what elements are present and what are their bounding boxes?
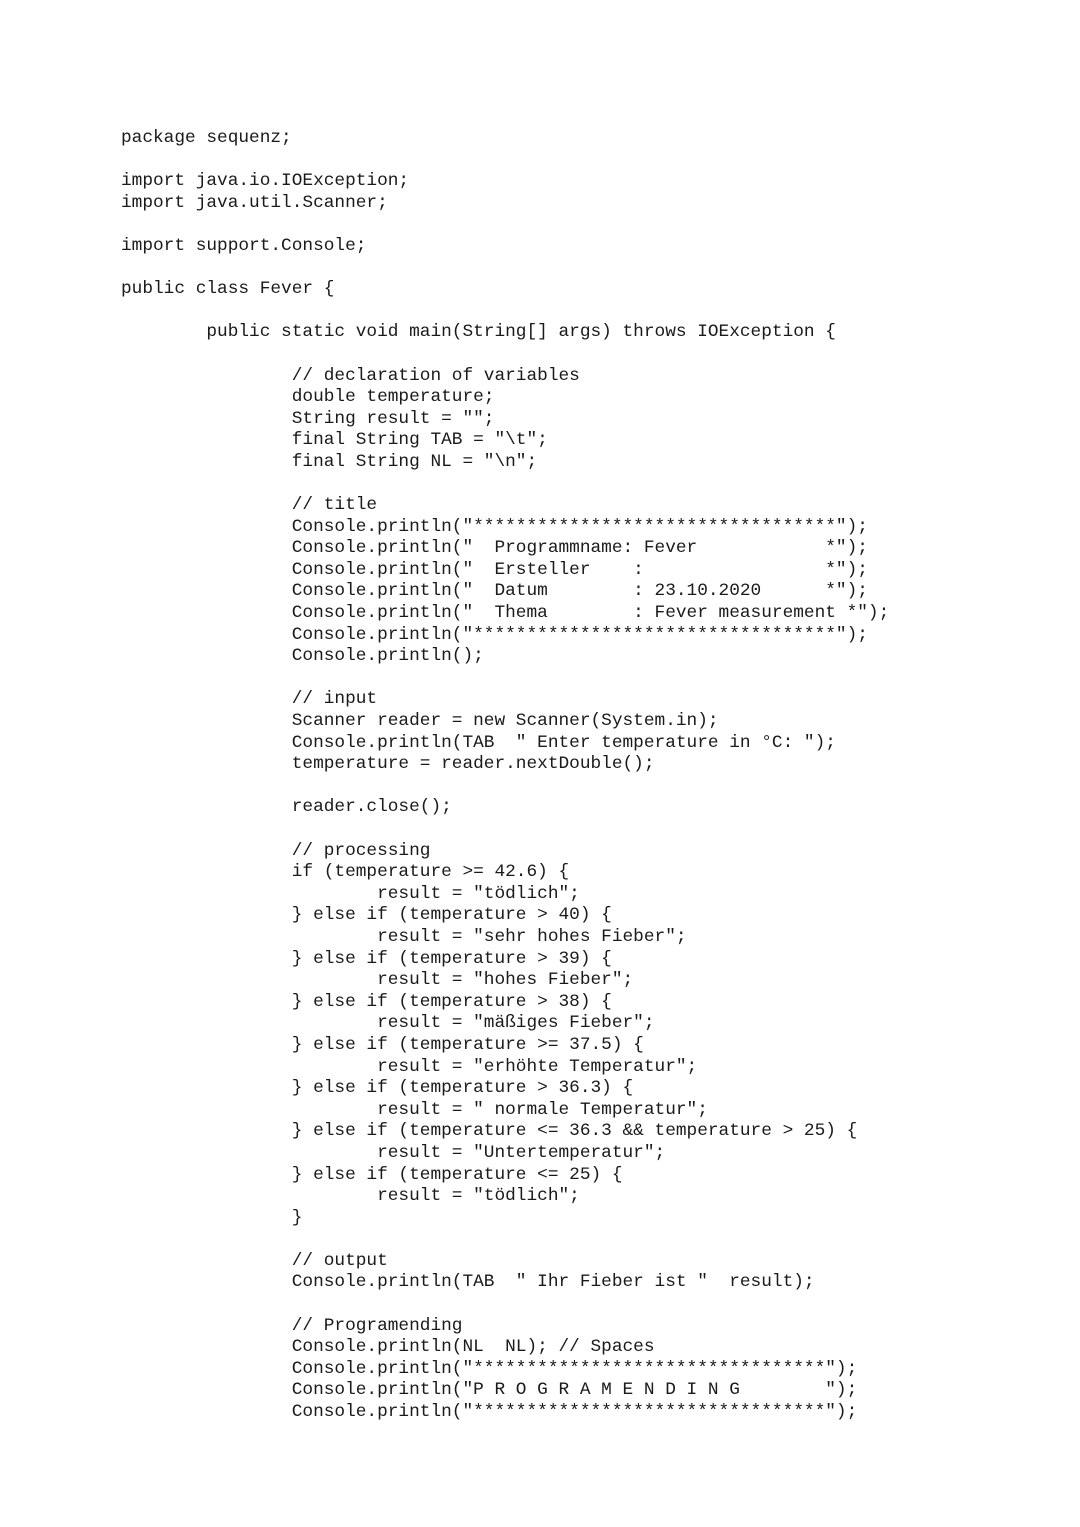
code-line: } else if (temperature >= 37.5) { — [121, 1034, 644, 1055]
code-line: Console.println(NL NL); // Spaces — [121, 1337, 655, 1358]
code-line — [121, 1229, 889, 1251]
code-line: Console.println(); — [121, 646, 484, 667]
code-line: final String TAB = "\t"; — [121, 430, 548, 451]
code-line: // processing — [121, 840, 431, 861]
code-line — [121, 1294, 889, 1316]
code-line: Console.println(" Ersteller : *"); — [121, 559, 868, 580]
code-line: if (temperature >= 42.6) { — [121, 862, 570, 883]
code-line: String result = ""; — [121, 408, 495, 429]
code-line: result = " normale Temperatur"; — [121, 1099, 708, 1120]
code-line: result = "sehr hohes Fieber"; — [121, 926, 687, 947]
code-line: public static void main(String[] args) throws IOException { — [121, 322, 836, 343]
code-line: // input — [121, 689, 378, 710]
code-line: } else if (temperature <= 25) { — [121, 1164, 623, 1185]
code-line — [121, 214, 889, 236]
code-line: Console.println(" Thema : Fever measurement *"); — [121, 603, 890, 624]
code-line: Console.println("*********************************"); — [121, 1358, 858, 1379]
code-line: Console.println("**********************************"); — [121, 624, 868, 645]
code-line: reader.close(); — [121, 797, 452, 818]
code-line — [121, 301, 889, 323]
code-line — [121, 668, 889, 690]
code-line: Console.println(" Datum : 23.10.2020 *"); — [121, 581, 868, 602]
code-line: import support.Console; — [121, 235, 367, 256]
code-line: final String NL = "\n"; — [121, 451, 538, 472]
code-line: result = "hohes Fieber"; — [121, 970, 634, 991]
code-line: result = "mäßiges Fieber"; — [121, 1013, 655, 1034]
code-line: // Programending — [121, 1315, 463, 1336]
code-line: Console.println(TAB " Enter temperature in °C: "); — [121, 732, 836, 753]
code-line: } else if (temperature <= 36.3 && temperature > 25) { — [121, 1121, 858, 1142]
code-line: Console.println("**********************************"); — [121, 516, 868, 537]
code-line: Scanner reader = new Scanner(System.in); — [121, 711, 719, 732]
code-line: } else if (temperature > 40) { — [121, 905, 612, 926]
code-line: result = "tödlich"; — [121, 883, 580, 904]
code-line: Console.println("*********************************"); — [121, 1402, 858, 1423]
code-line: result = "tödlich"; — [121, 1186, 580, 1207]
code-line: result = "erhöhte Temperatur"; — [121, 1056, 698, 1077]
code-line: // title — [121, 495, 378, 516]
code-line: } — [121, 1207, 303, 1228]
code-line: temperature = reader.nextDouble(); — [121, 754, 655, 775]
code-line — [121, 819, 889, 841]
code-line: import java.io.IOException; — [121, 171, 410, 192]
code-line — [121, 258, 889, 280]
code-line: import java.util.Scanner; — [121, 192, 388, 213]
code-line — [121, 474, 889, 496]
code-line: result = "Untertemperatur"; — [121, 1142, 666, 1163]
code-line: } else if (temperature > 38) { — [121, 991, 612, 1012]
code-line: // declaration of variables — [121, 365, 580, 386]
code-line: public class Fever { — [121, 279, 335, 300]
code-line: double temperature; — [121, 387, 495, 408]
code-line: } else if (temperature > 36.3) { — [121, 1078, 634, 1099]
code-line — [121, 344, 889, 366]
code-line: Console.println("P R O G R A M E N D I N G "); — [121, 1380, 858, 1401]
java-source-code — [121, 128, 889, 1424]
code-line: Console.println(" Programmname: Fever *"); — [121, 538, 868, 559]
code-line — [121, 776, 889, 798]
code-line: Console.println(TAB " Ihr Fieber ist " result); — [121, 1272, 815, 1293]
code-line: // output — [121, 1250, 388, 1271]
code-line — [121, 150, 889, 172]
code-line: } else if (temperature > 39) { — [121, 948, 612, 969]
code-line: package sequenz; — [121, 128, 292, 148]
